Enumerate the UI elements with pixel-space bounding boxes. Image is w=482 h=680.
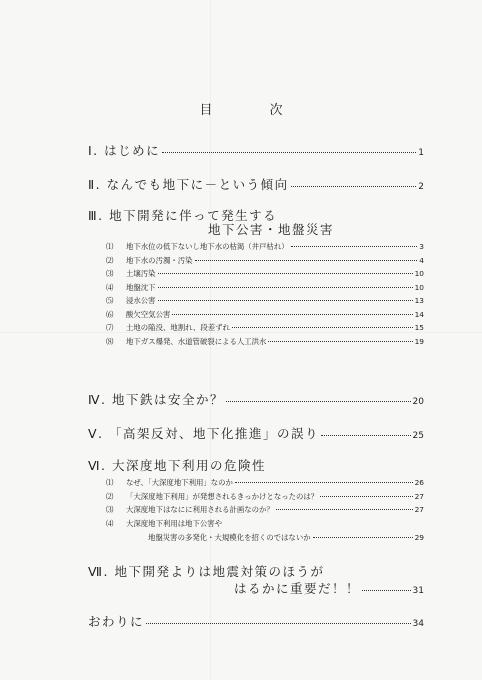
dot-leader (291, 186, 417, 187)
page-number: 3 (419, 242, 424, 251)
page-number: 2 (418, 182, 424, 192)
subentry-number: ⑸ (106, 296, 114, 305)
page-number: 26 (414, 478, 424, 487)
dot-leader (162, 152, 416, 153)
dot-leader (235, 482, 413, 483)
page-title: 目 次 (199, 103, 305, 118)
dot-leader (276, 509, 413, 510)
subentry-label: 酸欠空気公害 (126, 310, 171, 319)
subentry-number: ⑻ (106, 337, 114, 346)
subentry-number: ⑷ (106, 519, 114, 528)
toc-entry-label: Ⅰ. はじめに (88, 143, 161, 158)
toc-subentry (106, 518, 424, 529)
toc-entry-7-line2 (234, 579, 424, 597)
toc-entry-2 (88, 175, 424, 193)
subentry-label: 大深度地下利用は地下公害や (126, 519, 223, 528)
subentry-label: 地盤沈下 (126, 283, 156, 292)
subentry-label: 地盤災害の多発化・大規模化を招くのではないか (148, 533, 311, 542)
toc-entry-4 (88, 390, 424, 408)
subentry-number: ⑶ (106, 505, 114, 514)
page-number: 10 (414, 269, 424, 278)
toc-entry-label: はるかに重要だ！！ (234, 581, 361, 596)
toc-subentry (106, 295, 424, 306)
toc-subentry (106, 491, 424, 502)
toc-entry-label: おわりに (88, 614, 145, 629)
page-number: 10 (414, 283, 424, 292)
page-number: 14 (414, 310, 424, 319)
subentry-number: ⑺ (106, 323, 114, 332)
page-number: 27 (414, 492, 424, 501)
toc-entry-label: Ⅱ. なんでも地下に－という傾向 (88, 177, 289, 192)
subentry-label: なぜ、「大深度地下利用」なのか (126, 478, 233, 487)
dot-leader (172, 314, 412, 315)
subentry-number: ⑵ (106, 256, 114, 265)
page-number: 29 (414, 533, 424, 542)
subentry-number: ⑷ (106, 283, 114, 292)
subentry-label: 大深度地下はなにに利用される計画なのか？ (126, 505, 274, 514)
subentry-number: ⑶ (106, 269, 114, 278)
toc-entry-label: Ⅳ. 地下鉄は安全か？ (88, 392, 224, 407)
dot-leader (320, 496, 412, 497)
toc-subentry (106, 268, 424, 279)
toc-subentry (106, 322, 424, 333)
subentry-label: 土地の陥没、地割れ、段差ずれ (126, 323, 230, 332)
page-number: 25 (412, 431, 424, 441)
dot-leader (195, 260, 418, 261)
toc-subentry (106, 477, 424, 488)
dot-leader (232, 327, 413, 328)
toc-subentry (106, 241, 424, 252)
toc-subentry (106, 336, 424, 347)
subentry-label: 「大深度地下利用」が発想されるきっかけとなったのは？ (126, 492, 319, 501)
page-number: 1 (418, 148, 424, 158)
subentry-number: ⑵ (106, 492, 114, 501)
subentry-number: ⑹ (106, 310, 114, 319)
dot-leader (146, 623, 411, 624)
dot-leader (158, 273, 413, 274)
toc-subentry (106, 504, 424, 515)
toc-entry-1 (88, 141, 424, 159)
page-number: 4 (419, 256, 424, 265)
dot-leader (158, 300, 413, 301)
dot-leader (226, 401, 411, 402)
dot-leader (362, 590, 411, 591)
dot-leader (291, 246, 418, 247)
toc-entry-3-line1: Ⅲ. 地下開発に伴って発生する (88, 208, 278, 223)
subentry-label: 地下ガス爆発、水道管破裂による人工洪水 (126, 337, 267, 346)
page-number: 31 (412, 586, 424, 596)
dot-leader (313, 537, 413, 538)
toc-entry-5 (88, 424, 424, 442)
subentry-label: 地下水位の低下ないし地下水の枯渇（井戸枯れ） (126, 242, 289, 251)
dot-leader (158, 287, 413, 288)
page-number: 15 (414, 323, 424, 332)
toc-entry-6: Ⅵ. 大深度地下利用の危険性 (88, 458, 266, 473)
subentry-number: ⑴ (106, 242, 114, 251)
subentry-label: 地下水の汚濁・汚染 (126, 256, 193, 265)
page-number: 27 (414, 505, 424, 514)
toc-subentry (106, 282, 424, 293)
toc-subentry (106, 255, 424, 266)
toc-entry-3-line2: 地下公害・地盤災害 (208, 222, 335, 237)
page-number: 20 (412, 397, 424, 407)
page-number: 19 (414, 337, 424, 346)
page-number: 13 (414, 296, 424, 305)
subentry-number: ⑴ (106, 478, 114, 487)
dot-leader (268, 341, 412, 342)
page-number: 34 (412, 619, 424, 629)
subentry-label: 浸水公害 (126, 296, 156, 305)
toc-subentry-continuation (148, 532, 424, 543)
dot-leader (321, 435, 411, 436)
subentry-label: 土壌汚染 (126, 269, 156, 278)
toc-entry-7-line1: Ⅶ. 地下開発よりは地震対策のほうが (88, 564, 325, 579)
toc-entry-closing (88, 612, 424, 630)
toc-entry-label: Ⅴ. 「高架反対、地下化推進」の誤り (88, 426, 319, 441)
toc-subentry (106, 309, 424, 320)
